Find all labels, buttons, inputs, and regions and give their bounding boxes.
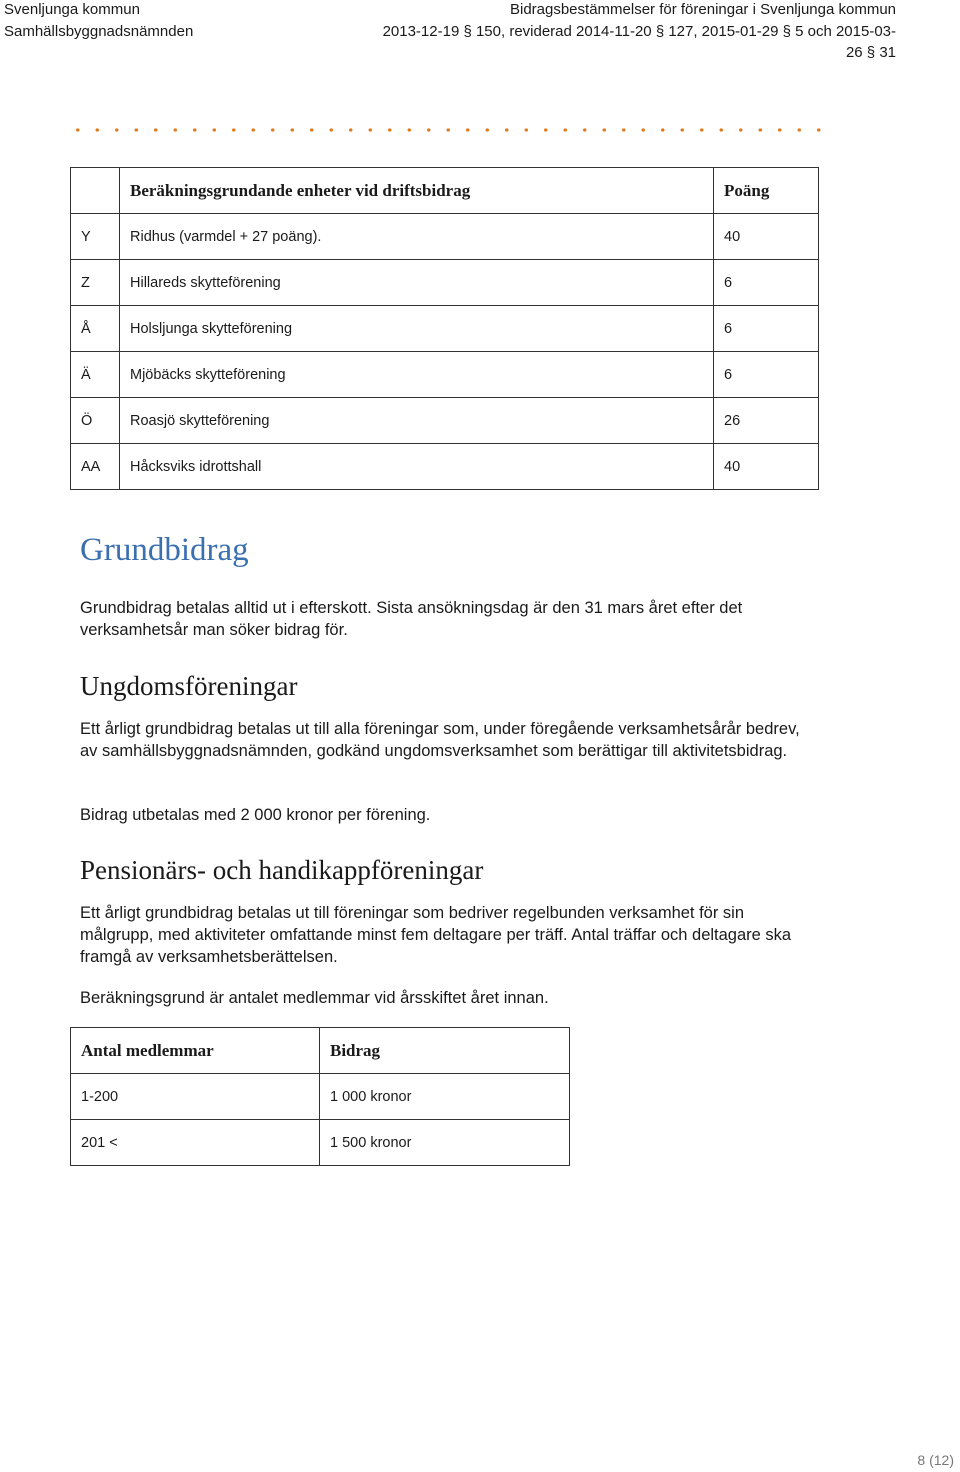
table-header-points: Poäng: [714, 168, 819, 214]
table-row: [71, 260, 819, 306]
row-name: Holsljunga skytteförening: [120, 306, 714, 352]
table-header-unit: Beräkningsgrundande enheter vid driftsbidrag: [120, 168, 714, 214]
header-doc-title: Bidragsbestämmelser för föreningar i Svenljunga kommun: [509, 1, 896, 18]
row-points: 6: [714, 260, 819, 306]
table-header-blank: [71, 168, 120, 214]
row-name: Roasjö skytteförening: [120, 398, 714, 444]
pension-heading: Pensionärs- och handikappföreningar: [80, 855, 484, 885]
dotted-separator: [68, 128, 828, 132]
row-points: 6: [714, 352, 819, 398]
table-row: [71, 444, 819, 490]
row-code: Ä: [71, 352, 120, 398]
row-members: 1-200: [71, 1074, 320, 1120]
header-reference: [383, 21, 896, 63]
row-code: Å: [71, 306, 120, 352]
row-members: 201 <: [71, 1120, 320, 1166]
page-number: 8 (12): [917, 1452, 954, 1468]
row-points: 40: [714, 214, 819, 260]
row-code: Z: [71, 260, 120, 306]
row-points: 40: [714, 444, 819, 490]
table-row: [71, 214, 819, 260]
row-name: Håcksviks idrottshall: [120, 444, 714, 490]
row-points: 26: [714, 398, 819, 444]
row-name: Ridhus (varmdel + 27 poäng).: [120, 214, 714, 260]
ungdom-heading: Ungdomsföreningar: [80, 671, 298, 701]
members-grant-table: [70, 1027, 570, 1166]
header-ref-line2: 26 § 31: [845, 44, 896, 61]
table-header-row: [71, 168, 819, 214]
header-org: Svenljunga kommun: [4, 1, 140, 18]
grundbidrag-text: Grundbidrag betalas alltid ut i efterskott. Sista ansökningsdag är den 31 mars året efter det verksamhetsår man söker bidrag för.: [80, 599, 743, 639]
row-grant: 1 500 kronor: [320, 1120, 570, 1166]
table-row: [71, 398, 819, 444]
row-name: Mjöbäcks skytteförening: [120, 352, 714, 398]
row-grant: 1 000 kronor: [320, 1074, 570, 1120]
header-committee: Samhällsbyggnadsnämnden: [4, 23, 194, 40]
table-row: [71, 1074, 570, 1120]
table-row: [71, 352, 819, 398]
pension-text: Ett årligt grundbidrag betalas ut till föreningar som bedriver regelbunden verksamhet för sin målgrupp, med aktiviteter omfattande minst fem deltagare per träff. Antal träffar och deltagare ska framgå av verksamhetsberättelsen.: [80, 904, 792, 966]
table-row: [71, 1120, 570, 1166]
row-code: AA: [71, 444, 120, 490]
table-header-row: [71, 1028, 570, 1074]
ungdom-amount-text: Bidrag utbetalas med 2 000 kronor per förening.: [80, 806, 431, 824]
ungdom-text: Ett årligt grundbidrag betalas ut till alla föreningar som, under föregående verksamhetsårår bedrev, av samhällsbyggnadsnämnden, godkänd ungdomsverksamhet som berättigar till aktivitetsbidrag.: [80, 720, 800, 760]
points-table: [70, 167, 819, 490]
row-code: Y: [71, 214, 120, 260]
table-header-members: Antal medlemmar: [71, 1028, 320, 1074]
row-name: Hillareds skytteförening: [120, 260, 714, 306]
grundbidrag-heading: Grundbidrag: [80, 532, 249, 568]
header-ref-line1: 2013-12-19 § 150, reviderad 2014-11-20 § 127, 2015-01-29 § 5 och 2015-03-: [382, 23, 896, 40]
row-points: 6: [714, 306, 819, 352]
row-code: Ö: [71, 398, 120, 444]
pension-basis-text: Beräkningsgrund är antalet medlemmar vid årsskiftet året innan.: [80, 989, 549, 1007]
table-header-grant: Bidrag: [320, 1028, 570, 1074]
table-row: [71, 306, 819, 352]
